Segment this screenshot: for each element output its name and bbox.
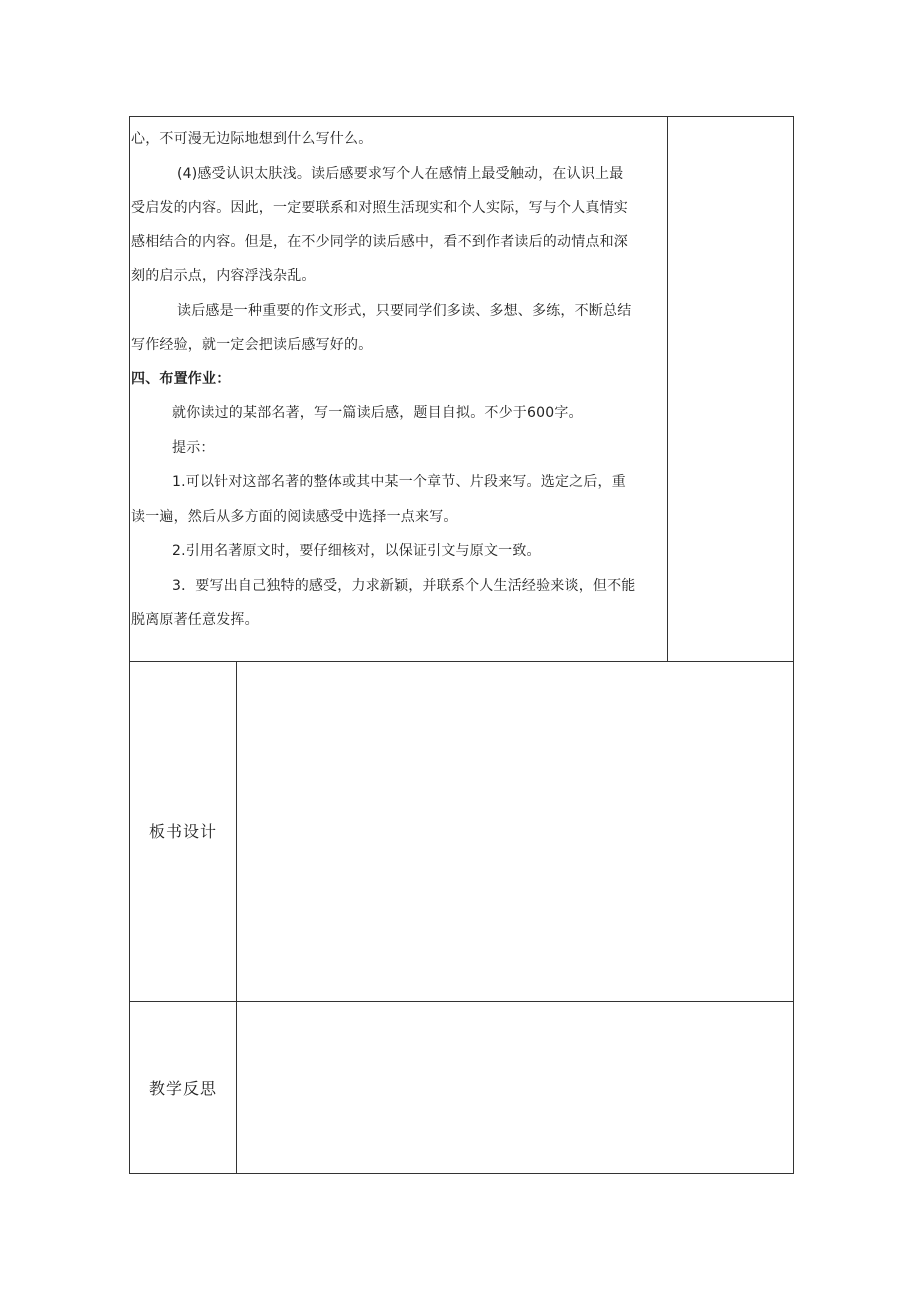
lesson-text-line: (4)感受认识太肤浅。读后感要求写个人在感情上最受触动，在认识上最 [177,166,624,182]
lesson-text-line: 心，不可漫无边际地想到什么写什么。 [131,131,373,147]
homework-line: 就你读过的某部名著，写一篇读后感，题目自拟。不少于600字。 [172,405,583,421]
lesson-text-line: 受启发的内容。因此，一定要联系和对照生活现实和个人实际，写与个人真情实 [131,200,628,216]
teaching-reflection-content [245,1012,785,1162]
homework-line: 脱离原著任意发挥。 [131,612,259,628]
homework-line: 读一遍，然后从多方面的阅读感受中选择一点来写。 [131,509,458,525]
homework-line: 1.可以针对这部名著的整体或其中某一个章节、片段来写。选定之后，重 [172,474,626,490]
homework-heading: 四、布置作业： [131,371,231,387]
homework-line: 3．要写出自己独特的感受，力求新颖，并联系个人生活经验来谈，但不能 [172,578,636,594]
board-design-label: 板书设计 [148,822,217,841]
teaching-reflection-label: 教学反思 [148,1079,217,1098]
lesson-text-line: 感相结合的内容。但是，在不少同学的读后感中，看不到作者读后的动情点和深 [131,234,628,250]
lesson-text-line: 读后感是一种重要的作文形式，只要同学们多读、多想、多练，不断总结 [177,303,632,319]
lesson-text-line: 刻的启示点，内容浮浅杂乱。 [131,268,316,284]
homework-line: 提示： [172,440,215,456]
board-design-content [245,672,785,992]
lesson-side-cell [667,116,794,662]
lesson-text-line: 写作经验，就一定会把读后感写好的。 [131,337,373,353]
homework-line: 2.引用名著原文时，要仔细核对，以保证引文与原文一致。 [172,543,541,559]
